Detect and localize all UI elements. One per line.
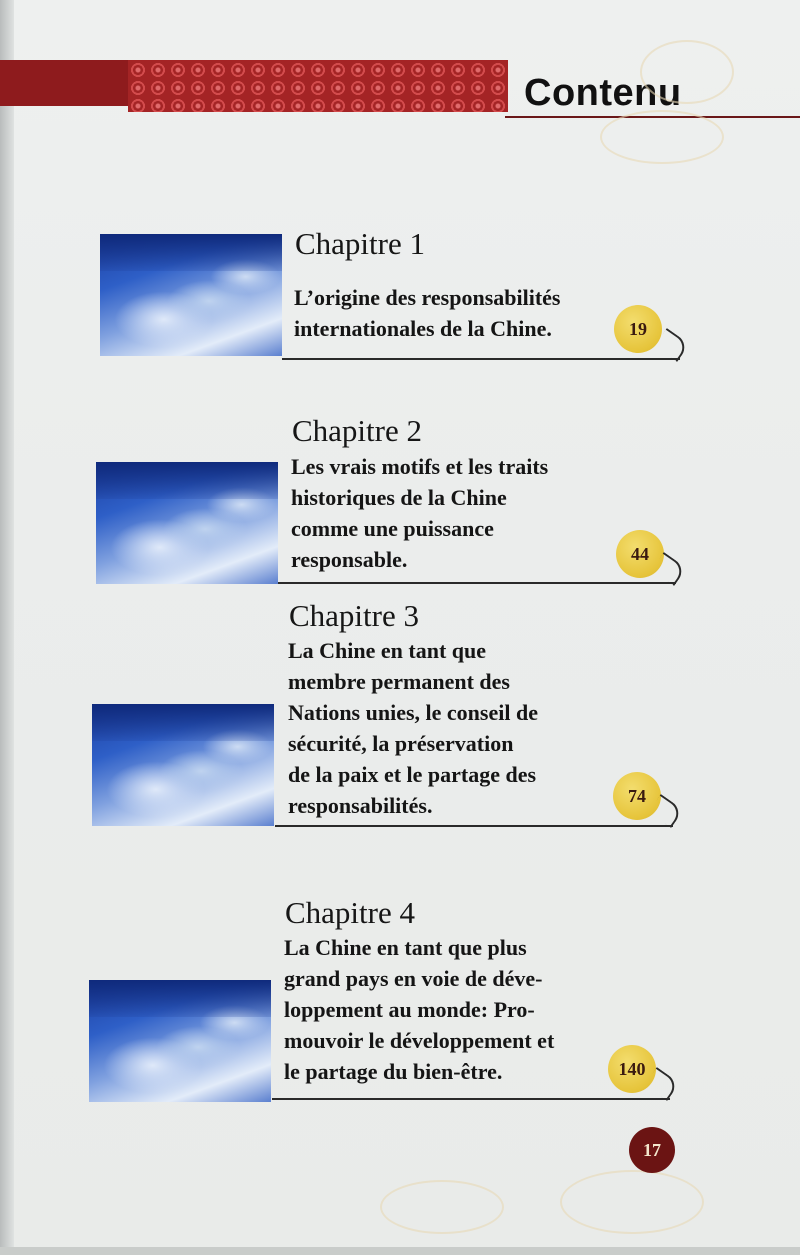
- chapter-4-rule: [272, 1098, 670, 1100]
- chapter-4-line: La Chine en tant que plus: [284, 935, 527, 960]
- chapter-1-line: L’origine des responsabilités: [294, 285, 561, 310]
- cloud-ornament: [640, 40, 734, 104]
- chapter-2-rule: [278, 582, 676, 584]
- chapter-1-rule: [282, 358, 680, 360]
- chapter-4-line: le partage du bien-être.: [284, 1059, 503, 1084]
- chapter-4-line: mouvoir le développement et: [284, 1028, 555, 1053]
- chapter-4-page-badge[interactable]: 140: [608, 1045, 656, 1093]
- chapter-3-line: sécurité, la préservation: [288, 731, 514, 756]
- chapter-3-description: [288, 635, 538, 821]
- chapter-1-page-badge[interactable]: 19: [614, 305, 662, 353]
- page-edge: [0, 0, 14, 1255]
- chapter-2-label: Chapitre 2: [292, 413, 422, 448]
- chapter-3-line: membre permanent des: [288, 669, 510, 694]
- chapter-2-line: Les vrais motifs et les traits: [291, 454, 549, 479]
- cloud-ornament: [560, 1170, 704, 1234]
- chapter-4-line: loppement au monde: Pro-: [284, 997, 535, 1022]
- page-number-badge: 17: [629, 1127, 675, 1173]
- chapter-4-line: grand pays en voie de déve-: [284, 966, 543, 991]
- chapter-2-line: responsable.: [291, 547, 408, 572]
- chapter-2-line: comme une puissance: [291, 516, 494, 541]
- chapter-3-label: Chapitre 3: [289, 598, 419, 633]
- cloud-ornament: [600, 110, 724, 164]
- chapter-3-rule: [275, 825, 673, 827]
- chapter-4-image: [89, 980, 271, 1102]
- chapter-1-label: Chapitre 1: [295, 226, 425, 261]
- chapter-3-line: La Chine en tant que: [288, 638, 487, 663]
- chapter-1-line: internationales de la Chine.: [294, 316, 552, 341]
- header-pattern-band: [128, 60, 508, 112]
- chapter-1-description: [294, 282, 560, 344]
- chapter-3-line: Nations unies, le conseil de: [288, 700, 538, 725]
- header-red-bar: [0, 60, 130, 106]
- cloud-ornament: [380, 1180, 504, 1234]
- chapter-3-image: [92, 704, 274, 826]
- page-title: Contenu: [524, 72, 682, 114]
- chapter-2-page-badge[interactable]: 44: [616, 530, 664, 578]
- chapter-3-page-badge[interactable]: 74: [613, 772, 661, 820]
- chapter-1-image: [100, 234, 282, 356]
- chapter-2-line: historiques de la Chine: [291, 485, 507, 510]
- page-bottom-edge: [0, 1247, 800, 1255]
- chapter-4-description: [284, 932, 554, 1087]
- chapter-3-line: de la paix et le partage des: [288, 762, 537, 787]
- chapter-2-description: [291, 451, 548, 575]
- chapter-3-line: responsabilités.: [288, 793, 433, 818]
- chapter-2-image: [96, 462, 278, 584]
- chapter-4-label: Chapitre 4: [285, 895, 415, 930]
